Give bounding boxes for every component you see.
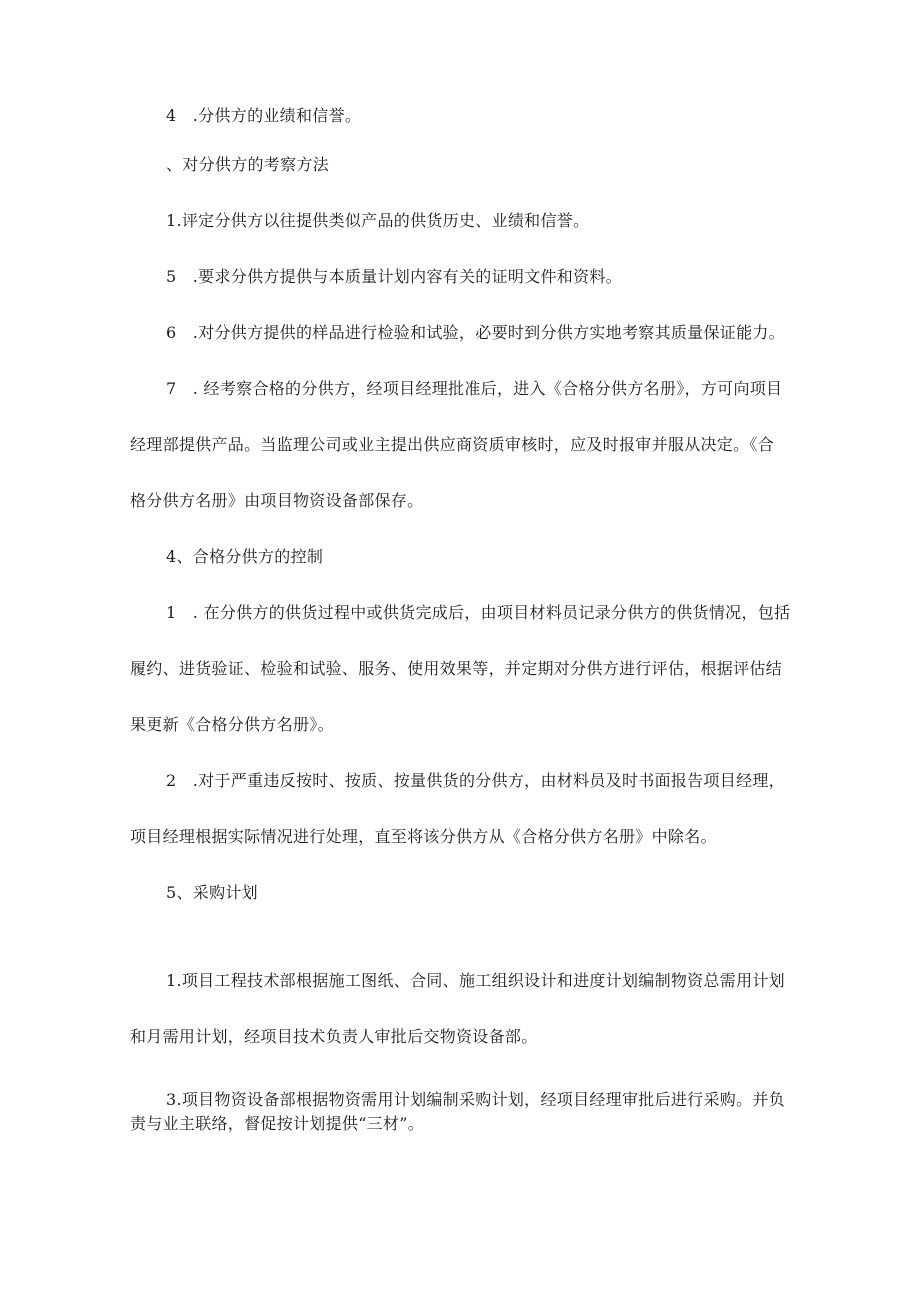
paragraph-line: 格分供方名册》由项目物资设备部保存。 bbox=[130, 491, 424, 510]
paragraph-line: 经理部提供产品。当监理公司或业主提出供应商资质审核时，应及时报审并服从决定。《合 bbox=[130, 435, 775, 454]
section-heading: 4、合格分供方的控制 bbox=[166, 547, 324, 566]
paragraph-line: 责与业主联络，督促按计划提供“三材”。 bbox=[130, 1114, 425, 1133]
paragraph-line: 1.项目工程技术部根据施工图纸、合同、施工组织设计和进度计划编制物资总需用计划 bbox=[166, 971, 785, 990]
section-heading: 、对分供方的考察方法 bbox=[166, 155, 330, 174]
paragraph-line: 4 .分供方的业绩和信誉。 bbox=[166, 106, 362, 125]
paragraph-line: 3.项目物资设备部根据物资需用计划编制采购计划，经项目经理审批后进行采购。并负 bbox=[166, 1090, 785, 1109]
paragraph-line: 1 . 在分供方的供货过程中或供货完成后，由项目材料员记录分供方的供货情况，包括 bbox=[166, 603, 791, 622]
paragraph-line: 5 .要求分供方提供与本质量计划内容有关的证明文件和资料。 bbox=[166, 267, 622, 286]
paragraph-line: 果更新《合格分供方名册》。 bbox=[130, 715, 334, 734]
paragraph-line: 项目经理根据实际情况进行处理，直至将该分供方从《合格分供方名册》中除名。 bbox=[130, 827, 717, 846]
section-heading: 5、采购计划 bbox=[166, 883, 258, 902]
paragraph-line: 2 .对于严重违反按时、按质、按量供货的分供方，由材料员及时书面报告项目经理， bbox=[166, 771, 785, 790]
paragraph-line: 履约、进货验证、检验和试验、服务、使用效果等，并定期对分供方进行评估，根据评估结 bbox=[130, 659, 783, 678]
paragraph-line: 7 . 经考察合格的分供方，经项目经理批准后，进入《合格分供方名册》，方可向项目 bbox=[166, 379, 783, 398]
paragraph-line: 和月需用计划，经项目技术负责人审批后交物资设备部。 bbox=[130, 1027, 538, 1046]
paragraph-line: 6 .对分供方提供的样品进行检验和试验，必要时到分供方实地考察其质量保证能力。 bbox=[166, 323, 785, 342]
paragraph-line: 1.评定分供方以往提供类似产品的供货历史、业绩和信誉。 bbox=[166, 211, 590, 230]
